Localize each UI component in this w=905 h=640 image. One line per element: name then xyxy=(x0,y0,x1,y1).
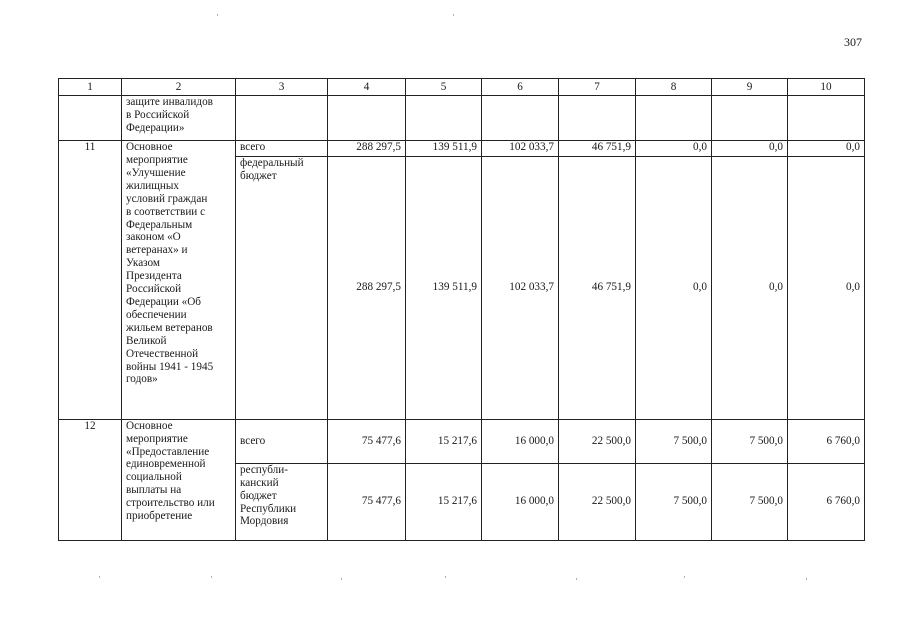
column-header: 7 xyxy=(559,79,636,96)
scan-artifact: · xyxy=(452,10,455,20)
source-cell: федеральный бюджет xyxy=(236,157,328,420)
value-cell: 288 297,5 xyxy=(328,157,406,420)
value-cell: 7 500,0 xyxy=(712,463,788,540)
measure-name-cell: Основное мероприятие «Улучшение жилищных условий граждан в соответствии с Федеральным законом «О ветеранах» и Указом Президента Российской Федерации «Об обеспечении жильем ветеранов Великой Отечественной войны 1941 - 1945 годов» xyxy=(122,141,236,420)
value-cell: 46 751,9 xyxy=(559,157,636,420)
table-row xyxy=(59,419,865,463)
value-cell xyxy=(328,96,406,141)
index-cell xyxy=(59,96,122,141)
source-cell: всего xyxy=(236,419,328,463)
value-cell: 22 500,0 xyxy=(559,463,636,540)
column-header: 9 xyxy=(712,79,788,96)
value-cell xyxy=(636,96,712,141)
value-cell: 0,0 xyxy=(712,141,788,157)
column-header: 2 xyxy=(122,79,236,96)
column-header: 3 xyxy=(236,79,328,96)
value-cell: 75 477,6 xyxy=(328,463,406,540)
value-cell: 75 477,6 xyxy=(328,419,406,463)
value-cell: 16 000,0 xyxy=(482,419,559,463)
value-cell: 102 033,7 xyxy=(482,141,559,157)
column-header: 5 xyxy=(406,79,482,96)
value-cell: 15 217,6 xyxy=(406,419,482,463)
value-cell xyxy=(559,96,636,141)
value-cell: 6 760,0 xyxy=(788,463,865,540)
column-header: 6 xyxy=(482,79,559,96)
column-header: 8 xyxy=(636,79,712,96)
value-cell: 15 217,6 xyxy=(406,463,482,540)
source-cell xyxy=(236,96,328,141)
scan-artifact: · xyxy=(216,10,219,20)
value-cell: 139 511,9 xyxy=(406,141,482,157)
source-cell: республи- канский бюджет Республики Мордовия xyxy=(236,463,328,540)
index-cell: 12 xyxy=(59,419,122,540)
value-cell: 16 000,0 xyxy=(482,463,559,540)
value-cell: 0,0 xyxy=(712,157,788,420)
column-header: 10 xyxy=(788,79,865,96)
value-cell xyxy=(482,96,559,141)
value-cell: 0,0 xyxy=(636,157,712,420)
value-cell: 22 500,0 xyxy=(559,419,636,463)
column-header: 4 xyxy=(328,79,406,96)
source-cell: всего xyxy=(236,141,328,157)
scan-artifact: · xyxy=(340,574,343,584)
measure-name-cell: Основное мероприятие «Предоставление единовременной социальной выплаты на строительство или приобретение xyxy=(122,419,236,540)
page-number: 307 xyxy=(844,35,862,49)
scan-artifact: · xyxy=(575,574,578,584)
value-cell: 0,0 xyxy=(788,141,865,157)
header-row xyxy=(59,79,865,96)
value-cell: 0,0 xyxy=(788,157,865,420)
budget-table xyxy=(58,78,865,541)
column-header: 1 xyxy=(59,79,122,96)
value-cell: 7 500,0 xyxy=(636,463,712,540)
scan-artifact: · xyxy=(805,574,808,584)
value-cell: 288 297,5 xyxy=(328,141,406,157)
value-cell xyxy=(788,96,865,141)
value-cell: 139 511,9 xyxy=(406,157,482,420)
index-cell: 11 xyxy=(59,141,122,420)
scan-artifact: · xyxy=(98,572,101,582)
table-row xyxy=(59,141,865,157)
value-cell: 46 751,9 xyxy=(559,141,636,157)
scan-artifact: · xyxy=(683,572,686,582)
scan-artifact: · xyxy=(210,572,213,582)
value-cell xyxy=(712,96,788,141)
value-cell xyxy=(406,96,482,141)
scan-artifact: · xyxy=(444,572,447,582)
value-cell: 7 500,0 xyxy=(636,419,712,463)
value-cell: 102 033,7 xyxy=(482,157,559,420)
value-cell: 6 760,0 xyxy=(788,419,865,463)
continuation-row xyxy=(59,96,865,141)
value-cell: 0,0 xyxy=(636,141,712,157)
measure-name-cell: защите инвалидов в Российской Федерации» xyxy=(122,96,236,141)
value-cell: 7 500,0 xyxy=(712,419,788,463)
